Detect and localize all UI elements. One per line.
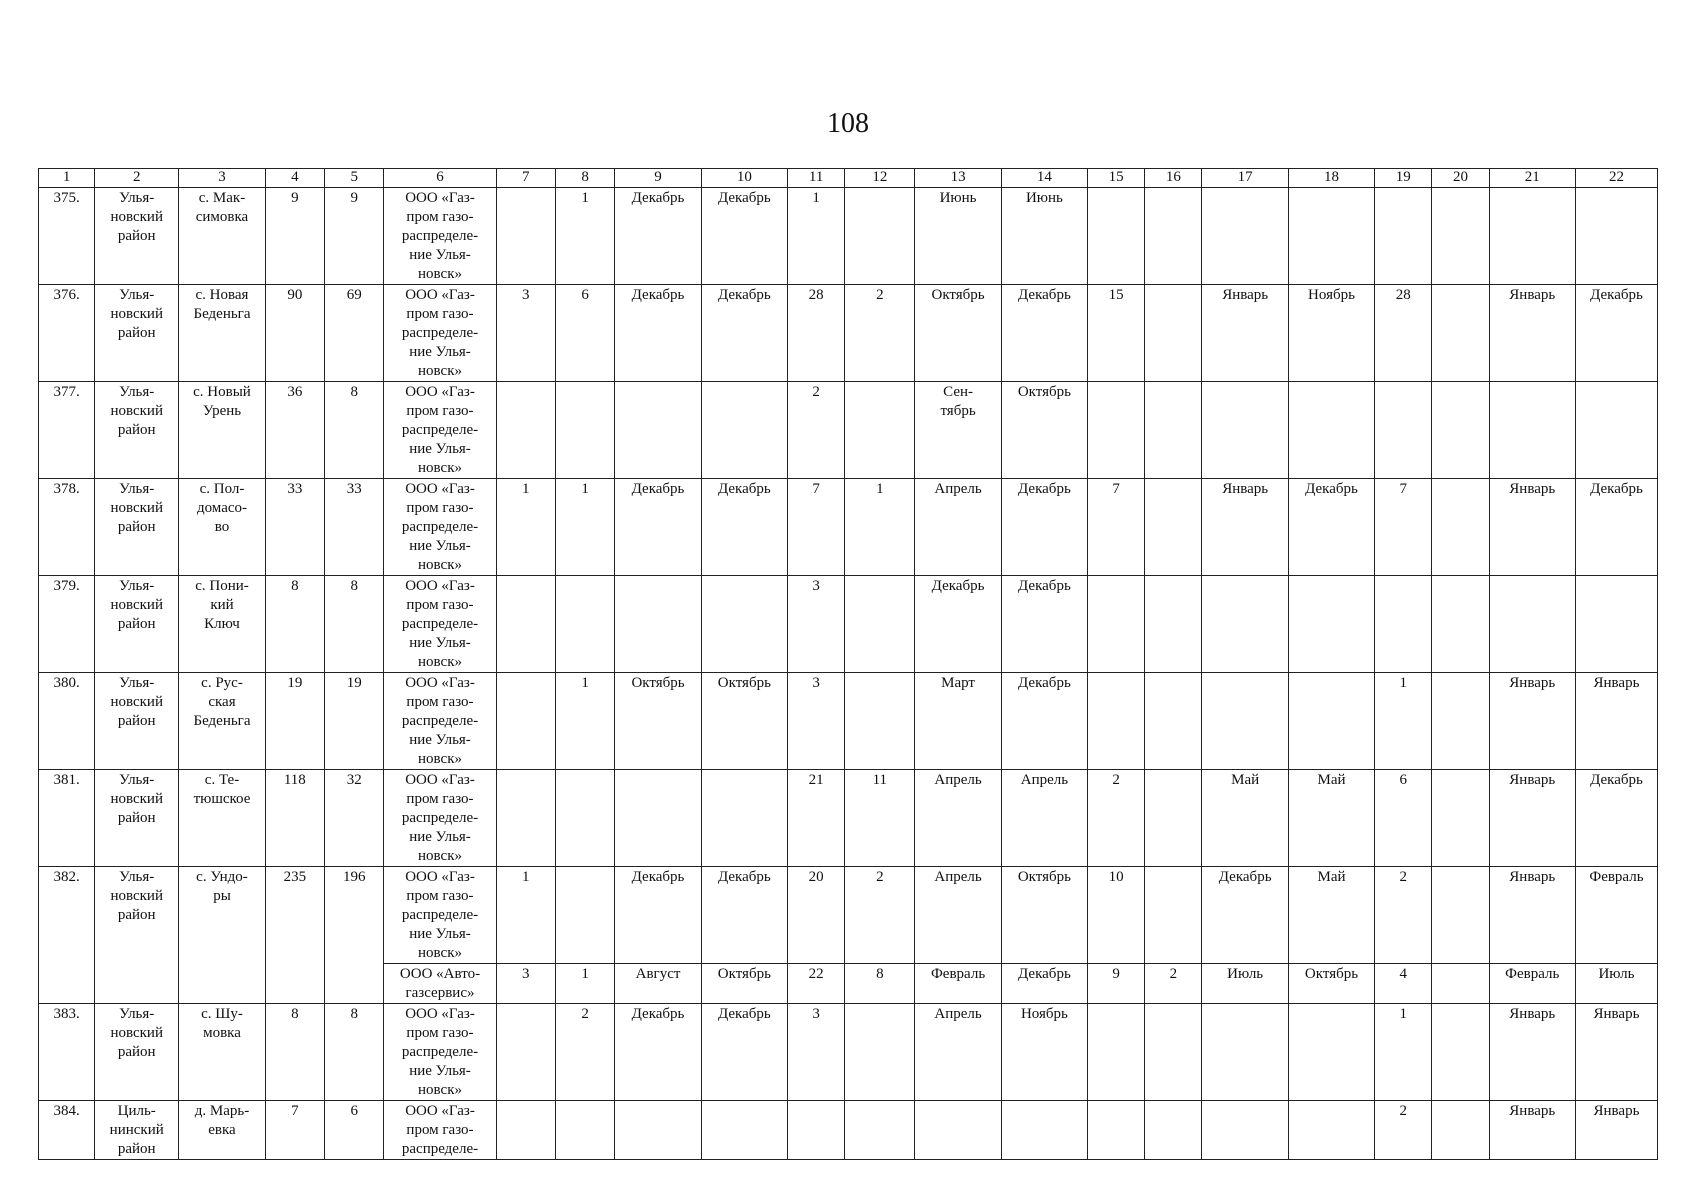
table-cell: с. Пони- кий Ключ: [179, 576, 265, 673]
table-cell: Улья- новский район: [95, 382, 179, 479]
table-cell: Май: [1288, 770, 1374, 867]
table-cell: Апрель: [915, 1004, 1001, 1101]
table-cell: [1432, 1004, 1489, 1101]
table-cell: ООО «Газ- пром газо- распределе- ние Улья- новск»: [384, 479, 496, 576]
column-header: 20: [1432, 169, 1489, 188]
table-cell: 8: [845, 964, 915, 1004]
table-cell: 10: [1088, 867, 1145, 964]
column-header: 9: [615, 169, 701, 188]
table-cell: Декабрь: [1575, 285, 1657, 382]
table-cell: Декабрь: [701, 1004, 787, 1101]
table-cell: [496, 1101, 555, 1160]
table-cell: Апрель: [915, 479, 1001, 576]
table-cell: [555, 576, 614, 673]
table-cell: [1088, 1101, 1145, 1160]
column-header: 18: [1288, 169, 1374, 188]
table-cell: ООО «Газ- пром газо- распределе- ние Улья- новск»: [384, 382, 496, 479]
table-cell: 2: [555, 1004, 614, 1101]
table-cell: [915, 1101, 1001, 1160]
table-cell: 380.: [39, 673, 95, 770]
table-cell: [1375, 576, 1432, 673]
table-cell: [1202, 1101, 1288, 1160]
column-header: 13: [915, 169, 1001, 188]
table-cell: [1145, 188, 1202, 285]
table-row: [39, 285, 1658, 382]
table-cell: [1575, 188, 1657, 285]
table-cell: [1288, 188, 1374, 285]
data-table: [38, 168, 1658, 1160]
table-cell: 1: [555, 479, 614, 576]
table-cell: с. Рус- ская Беденьга: [179, 673, 265, 770]
table-row: [39, 1101, 1658, 1160]
table-cell: 377.: [39, 382, 95, 479]
table-cell: 6: [1375, 770, 1432, 867]
table-cell: [496, 770, 555, 867]
table-cell: [1202, 1004, 1288, 1101]
column-header: 21: [1489, 169, 1575, 188]
table-cell: [1145, 1004, 1202, 1101]
table-cell: Декабрь: [615, 867, 701, 964]
table-cell: 6: [325, 1101, 384, 1160]
table-cell: ООО «Газ- пром газо- распределе- ние Улья- новск»: [384, 285, 496, 382]
table-cell: [496, 673, 555, 770]
table-cell: Циль- нинский район: [95, 1101, 179, 1160]
table-cell: Май: [1288, 867, 1374, 964]
table-cell: Улья- новский район: [95, 1004, 179, 1101]
table-row: [39, 770, 1658, 867]
table-cell: [1375, 382, 1432, 479]
column-header: 12: [845, 169, 915, 188]
table-cell: Январь: [1575, 1101, 1657, 1160]
table-cell: [1145, 285, 1202, 382]
table-cell: Декабрь: [1001, 285, 1087, 382]
table-cell: [1288, 1101, 1374, 1160]
table-cell: 2: [788, 382, 845, 479]
column-header: 16: [1145, 169, 1202, 188]
table-cell: [701, 1101, 787, 1160]
table-cell: Апрель: [915, 770, 1001, 867]
table-cell: 2: [845, 867, 915, 964]
table-cell: 33: [325, 479, 384, 576]
column-header: 14: [1001, 169, 1087, 188]
table-cell: Июнь: [915, 188, 1001, 285]
table-cell: 118: [265, 770, 324, 867]
table-cell: Декабрь: [1202, 867, 1288, 964]
table-cell: с. Пол- домасо- во: [179, 479, 265, 576]
table-cell: [555, 770, 614, 867]
table-cell: 8: [325, 1004, 384, 1101]
table-cell: с. Мак- симовка: [179, 188, 265, 285]
table-cell: 8: [265, 576, 324, 673]
table-cell: 1: [1375, 1004, 1432, 1101]
table-cell: 15: [1088, 285, 1145, 382]
table-cell: 69: [325, 285, 384, 382]
table-cell: [615, 770, 701, 867]
table-cell: 36: [265, 382, 324, 479]
table-cell: Январь: [1202, 285, 1288, 382]
table-cell: Январь: [1489, 1004, 1575, 1101]
table-cell: [1288, 673, 1374, 770]
table-cell: Октябрь: [1288, 964, 1374, 1004]
table-cell: [555, 867, 614, 964]
table-cell: 8: [265, 1004, 324, 1101]
table-cell: 378.: [39, 479, 95, 576]
table-cell: Октябрь: [701, 673, 787, 770]
table-cell: 33: [265, 479, 324, 576]
table-cell: с. Те- тюшское: [179, 770, 265, 867]
table-cell: 21: [788, 770, 845, 867]
table-cell: [845, 1101, 915, 1160]
table-cell: 1: [496, 867, 555, 964]
column-header: 10: [701, 169, 787, 188]
table-cell: [701, 576, 787, 673]
table-cell: Улья- новский район: [95, 673, 179, 770]
table-cell: 4: [1375, 964, 1432, 1004]
table-cell: Февраль: [1575, 867, 1657, 964]
table-cell: [615, 382, 701, 479]
table-cell: 22: [788, 964, 845, 1004]
column-header: 22: [1575, 169, 1657, 188]
table-cell: 19: [265, 673, 324, 770]
table-cell: 383.: [39, 1004, 95, 1101]
table-cell: ООО «Газ- пром газо- распределе- ние Улья- новск»: [384, 867, 496, 964]
table-cell: ООО «Газ- пром газо- распределе- ние Улья- новск»: [384, 576, 496, 673]
table-cell: [1088, 1004, 1145, 1101]
column-header: 6: [384, 169, 496, 188]
table-row: [39, 867, 1658, 964]
table-cell: Улья- новский район: [95, 867, 179, 1004]
table-cell: Улья- новский район: [95, 188, 179, 285]
table-cell: Ноябрь: [1001, 1004, 1087, 1101]
table-cell: с. Новый Урень: [179, 382, 265, 479]
table-cell: Январь: [1202, 479, 1288, 576]
header-row: [39, 169, 1658, 188]
table-cell: [701, 770, 787, 867]
table-cell: Декабрь: [1001, 576, 1087, 673]
table-cell: Октябрь: [615, 673, 701, 770]
table-cell: [845, 188, 915, 285]
table-cell: Январь: [1489, 867, 1575, 964]
table-cell: [496, 382, 555, 479]
table-cell: 1: [555, 964, 614, 1004]
table-cell: [1489, 188, 1575, 285]
table-cell: Декабрь: [701, 285, 787, 382]
table-cell: Апрель: [1001, 770, 1087, 867]
table-cell: [1202, 673, 1288, 770]
table-cell: [1145, 479, 1202, 576]
table-cell: 1: [555, 188, 614, 285]
table-cell: [845, 382, 915, 479]
table-cell: Декабрь: [1001, 673, 1087, 770]
table-cell: Декабрь: [615, 188, 701, 285]
table-cell: 3: [788, 1004, 845, 1101]
table-cell: Февраль: [1489, 964, 1575, 1004]
table-cell: [1288, 382, 1374, 479]
table-cell: с. Шу- мовка: [179, 1004, 265, 1101]
table-cell: [1145, 382, 1202, 479]
table-cell: 8: [325, 382, 384, 479]
table-cell: 375.: [39, 188, 95, 285]
table-cell: Декабрь: [1001, 964, 1087, 1004]
table-cell: Улья- новский район: [95, 479, 179, 576]
column-header: 19: [1375, 169, 1432, 188]
table-cell: [1489, 576, 1575, 673]
table-cell: 7: [788, 479, 845, 576]
table-cell: Декабрь: [1575, 770, 1657, 867]
table-cell: [496, 188, 555, 285]
table-cell: [1088, 576, 1145, 673]
table-cell: [1375, 188, 1432, 285]
table-cell: с. Ундо- ры: [179, 867, 265, 1004]
table-cell: 9: [1088, 964, 1145, 1004]
table-cell: 379.: [39, 576, 95, 673]
table-cell: Июль: [1575, 964, 1657, 1004]
table-cell: Январь: [1489, 1101, 1575, 1160]
table-cell: 19: [325, 673, 384, 770]
table-cell: [1432, 382, 1489, 479]
table-cell: [1001, 1101, 1087, 1160]
table-cell: Декабрь: [701, 188, 787, 285]
table-cell: Улья- новский район: [95, 285, 179, 382]
table-cell: ООО «Газ- пром газо- распределе- ние Улья- новск»: [384, 770, 496, 867]
table-cell: [1202, 382, 1288, 479]
table-cell: 3: [496, 964, 555, 1004]
table-row: [39, 1004, 1658, 1101]
table-cell: 1: [496, 479, 555, 576]
table-cell: [1432, 188, 1489, 285]
table-cell: Апрель: [915, 867, 1001, 964]
table-cell: [1432, 770, 1489, 867]
table-cell: 6: [555, 285, 614, 382]
table-row: [39, 188, 1658, 285]
table-cell: Октябрь: [1001, 382, 1087, 479]
table-cell: 1: [555, 673, 614, 770]
table-cell: ООО «Авто- газсервис»: [384, 964, 496, 1004]
table-cell: 28: [1375, 285, 1432, 382]
table-cell: Октябрь: [915, 285, 1001, 382]
column-header: 5: [325, 169, 384, 188]
table-cell: Февраль: [915, 964, 1001, 1004]
table-cell: с. Новая Беденьга: [179, 285, 265, 382]
table-cell: 1: [845, 479, 915, 576]
table-cell: 28: [788, 285, 845, 382]
table-cell: Июнь: [1001, 188, 1087, 285]
table-row: [39, 479, 1658, 576]
table-cell: д. Марь- евка: [179, 1101, 265, 1160]
column-header: 3: [179, 169, 265, 188]
table-cell: [1432, 867, 1489, 964]
table-cell: Январь: [1489, 673, 1575, 770]
table-cell: [1575, 576, 1657, 673]
table-cell: [1575, 382, 1657, 479]
column-header: 8: [555, 169, 614, 188]
table-cell: Ноябрь: [1288, 285, 1374, 382]
table-cell: [1288, 576, 1374, 673]
table-cell: [701, 382, 787, 479]
table-cell: Январь: [1575, 1004, 1657, 1101]
table-cell: [615, 1101, 701, 1160]
table-cell: 376.: [39, 285, 95, 382]
table-cell: 384.: [39, 1101, 95, 1160]
table-cell: 235: [265, 867, 324, 1004]
table-cell: [1145, 1101, 1202, 1160]
table-cell: [555, 382, 614, 479]
table-cell: ООО «Газ- пром газо- распределе- ние Улья- новск»: [384, 1004, 496, 1101]
table-cell: Декабрь: [1288, 479, 1374, 576]
table-cell: [1088, 673, 1145, 770]
table-cell: Июль: [1202, 964, 1288, 1004]
table-cell: 2: [1375, 867, 1432, 964]
table-cell: Улья- новский район: [95, 770, 179, 867]
table-cell: [845, 576, 915, 673]
table-row: [39, 673, 1658, 770]
table-cell: Декабрь: [701, 479, 787, 576]
table-cell: Декабрь: [615, 285, 701, 382]
table-cell: ООО «Газ- пром газо- распределе- ние Улья- новск»: [384, 673, 496, 770]
table-cell: 2: [1145, 964, 1202, 1004]
table-cell: [1202, 576, 1288, 673]
table-cell: 2: [1375, 1101, 1432, 1160]
table-cell: Август: [615, 964, 701, 1004]
table-cell: 11: [845, 770, 915, 867]
table-cell: [1145, 673, 1202, 770]
table-cell: Декабрь: [701, 867, 787, 964]
table-cell: 8: [325, 576, 384, 673]
table-cell: [1202, 188, 1288, 285]
column-header: 11: [788, 169, 845, 188]
table-cell: 1: [1375, 673, 1432, 770]
column-header: 1: [39, 169, 95, 188]
table-cell: 32: [325, 770, 384, 867]
column-header: 15: [1088, 169, 1145, 188]
column-header: 4: [265, 169, 324, 188]
table-cell: [1288, 1004, 1374, 1101]
table-cell: [1432, 673, 1489, 770]
table-cell: 1: [788, 188, 845, 285]
table-cell: [1432, 576, 1489, 673]
table-cell: 196: [325, 867, 384, 1004]
table-cell: [615, 576, 701, 673]
table-cell: 9: [325, 188, 384, 285]
table-cell: 3: [788, 576, 845, 673]
table-cell: Октябрь: [701, 964, 787, 1004]
table-cell: Декабрь: [615, 479, 701, 576]
table-cell: 3: [496, 285, 555, 382]
table-cell: Улья- новский район: [95, 576, 179, 673]
table-cell: [496, 576, 555, 673]
table-cell: [1145, 770, 1202, 867]
table-row: [39, 382, 1658, 479]
table-cell: Декабрь: [1575, 479, 1657, 576]
table-cell: Декабрь: [615, 1004, 701, 1101]
table-cell: Сен- тябрь: [915, 382, 1001, 479]
table-cell: [845, 673, 915, 770]
table-cell: [1432, 285, 1489, 382]
table-cell: [496, 1004, 555, 1101]
table-cell: [788, 1101, 845, 1160]
table-cell: Январь: [1575, 673, 1657, 770]
column-header: 17: [1202, 169, 1288, 188]
table-cell: 7: [1375, 479, 1432, 576]
table-cell: Январь: [1489, 285, 1575, 382]
table-cell: Декабрь: [915, 576, 1001, 673]
column-header: 7: [496, 169, 555, 188]
table-cell: [555, 1101, 614, 1160]
table-cell: [1088, 188, 1145, 285]
table-cell: Октябрь: [1001, 867, 1087, 964]
table-cell: 2: [845, 285, 915, 382]
table-cell: [1432, 964, 1489, 1004]
table-cell: 20: [788, 867, 845, 964]
table-cell: 7: [1088, 479, 1145, 576]
table-cell: [1432, 1101, 1489, 1160]
table-cell: 7: [265, 1101, 324, 1160]
table-cell: [1489, 382, 1575, 479]
table-cell: ООО «Газ- пром газо- распределе-: [384, 1101, 496, 1160]
table-cell: Декабрь: [1001, 479, 1087, 576]
table-cell: 90: [265, 285, 324, 382]
table-cell: Январь: [1489, 770, 1575, 867]
table-cell: [845, 1004, 915, 1101]
table-cell: 3: [788, 673, 845, 770]
table-cell: 381.: [39, 770, 95, 867]
table-cell: [1432, 479, 1489, 576]
table-cell: Май: [1202, 770, 1288, 867]
table-cell: ООО «Газ- пром газо- распределе- ние Улья- новск»: [384, 188, 496, 285]
table-cell: Январь: [1489, 479, 1575, 576]
page-number: 108: [827, 108, 869, 139]
table-cell: 2: [1088, 770, 1145, 867]
table-cell: [1145, 867, 1202, 964]
table-cell: 382.: [39, 867, 95, 1004]
table-cell: 9: [265, 188, 324, 285]
table-cell: [1088, 382, 1145, 479]
table-cell: Март: [915, 673, 1001, 770]
column-header: 2: [95, 169, 179, 188]
table-cell: [1145, 576, 1202, 673]
table-row: [39, 576, 1658, 673]
